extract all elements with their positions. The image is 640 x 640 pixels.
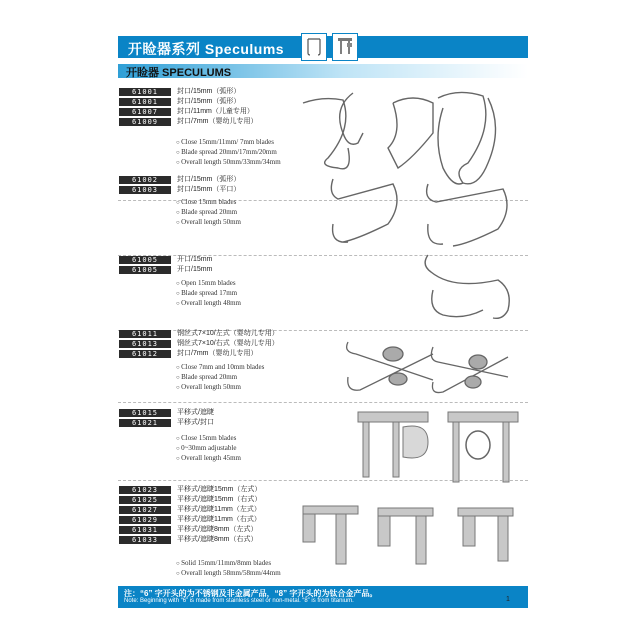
spec-line: ○ Close 15mm blades <box>176 434 241 444</box>
spec-line: ○ Overall length 50mm <box>176 218 241 228</box>
product-code: 61027 <box>119 506 171 514</box>
sliding-solid-blade-speculum-image <box>298 496 523 571</box>
product-specs-group-1 <box>176 138 281 168</box>
spec-line: ○ Blade spread 20mm <box>176 208 241 218</box>
product-specs-group-3 <box>176 279 241 309</box>
product-descriptions-group-6 <box>177 485 261 545</box>
product-description: 钢丝式7×10/左式（婴幼儿专用） <box>177 330 279 337</box>
page-header <box>118 36 528 58</box>
product-specs-group-4 <box>176 363 264 393</box>
product-codes-group-4 <box>119 330 171 360</box>
product-description: 平移式/遮睫 <box>177 409 214 416</box>
product-codes-group-2 <box>119 176 171 196</box>
product-description: 封口/11mm（儿童专用） <box>177 108 254 115</box>
product-description: 封口/15mm（弧形） <box>177 88 241 95</box>
spec-line: ○ Overall length 45mm <box>176 454 241 464</box>
product-code: 61009 <box>119 118 171 126</box>
product-description: 钢丝式7×10/右式（婴幼儿专用） <box>177 340 279 347</box>
product-specs-group-5 <box>176 434 241 464</box>
product-description: 平移式/遮睫15mm（左式） <box>177 486 262 493</box>
note-english: Note: Beginning with “6” is made from stainless steel or non-metal. “8” is from titanium. <box>124 598 354 604</box>
product-description: 平移式/遮睫11mm（右式） <box>177 516 261 523</box>
product-description: 平移式/封口 <box>177 419 214 426</box>
product-code: 61001 <box>119 88 171 96</box>
section-title: 开睑器 SPECULUMS <box>126 67 232 79</box>
product-code: 61023 <box>119 486 171 494</box>
product-descriptions-group-5 <box>177 408 214 428</box>
product-code: 61002 <box>119 176 171 184</box>
spec-line: ○ Overall length 48mm <box>176 299 241 309</box>
section-divider <box>118 402 528 403</box>
spec-line: ○ Overall length 50mm <box>176 383 264 393</box>
product-code: 61025 <box>119 496 171 504</box>
product-code: 61021 <box>119 419 171 427</box>
product-codes-group-3 <box>119 256 171 276</box>
product-descriptions-group-2 <box>177 175 240 195</box>
spec-line: ○ Overall length 50mm/33mm/34mm <box>176 158 281 168</box>
product-description: 封口/15mm（弧形） <box>177 98 241 105</box>
spec-line: ○ Blade spread 20mm <box>176 373 264 383</box>
product-code: 61012 <box>119 350 171 358</box>
product-description: 平移式/遮睫11mm（左式） <box>177 506 261 513</box>
catalog-page <box>118 30 528 615</box>
product-code: 61015 <box>119 409 171 417</box>
product-specs-group-6 <box>176 559 281 579</box>
product-code: 61011 <box>119 330 171 338</box>
page-title: 开睑器系列 Speculums <box>128 41 285 57</box>
closed-blade-speculum-image <box>318 174 523 254</box>
product-description: 封口/7mm（婴幼儿专用） <box>177 118 258 125</box>
product-descriptions-group-1 <box>177 87 258 127</box>
spec-line: ○ Blade spread 20mm/17mm/20mm <box>176 148 281 158</box>
product-description: 平移式/遮睫15mm（右式） <box>177 496 262 503</box>
product-description: 开口/15mm <box>177 266 213 273</box>
product-code: 61001 <box>119 98 171 106</box>
product-code: 61013 <box>119 340 171 348</box>
spec-line: ○ Close 7mm and 10mm blades <box>176 363 264 373</box>
adjustable-speculum-icon <box>332 33 358 61</box>
section-subheader <box>118 64 528 78</box>
wire-infant-speculum-image <box>338 332 523 402</box>
product-description: 平移式/遮睫8mm（左式） <box>177 526 258 533</box>
note-chinese: 注：“6” 字开头的为不锈钢及非金属产品，“8” 字开头的为钛合金产品。 <box>124 589 378 598</box>
product-code: 61033 <box>119 536 171 544</box>
product-specs-group-2 <box>176 198 241 228</box>
product-code: 61029 <box>119 516 171 524</box>
page-number: 1 <box>506 596 510 603</box>
product-codes-group-1 <box>119 88 171 128</box>
product-descriptions-group-3 <box>177 255 212 275</box>
speculum-icon <box>301 33 327 61</box>
product-codes-group-6 <box>119 486 171 546</box>
section-divider <box>118 480 528 481</box>
product-description: 封口/15mm（弧形） <box>177 176 241 183</box>
spec-line: ○ Open 15mm blades <box>176 279 241 289</box>
spec-line: ○ 0~30mm adjustable <box>176 444 241 454</box>
product-code: 61005 <box>119 266 171 274</box>
spec-line: ○ Solid 15mm/11mm/8mm blades <box>176 559 281 569</box>
spec-line: ○ Blade spread 17mm <box>176 289 241 299</box>
spec-line: ○ Close 15mm/11mm/ 7mm blades <box>176 138 281 148</box>
spec-line: ○ Close 15mm blades <box>176 198 241 208</box>
product-descriptions-group-4 <box>177 329 279 359</box>
product-description: 封口/7mm（婴幼儿专用） <box>177 350 258 357</box>
open-blade-speculum-image <box>413 250 523 325</box>
footer-note <box>118 586 528 608</box>
product-code: 61003 <box>119 186 171 194</box>
sliding-speculum-image <box>353 407 523 487</box>
product-description: 封口/15mm（平口） <box>177 186 241 193</box>
product-code: 61005 <box>119 256 171 264</box>
spec-line: ○ Overall length 58mm/58mm/44mm <box>176 569 281 579</box>
product-codes-group-5 <box>119 409 171 429</box>
product-description: 平移式/遮睫8mm（右式） <box>177 536 258 543</box>
product-code: 61031 <box>119 526 171 534</box>
product-description: 开口/15mm <box>177 256 213 263</box>
product-code: 61007 <box>119 108 171 116</box>
